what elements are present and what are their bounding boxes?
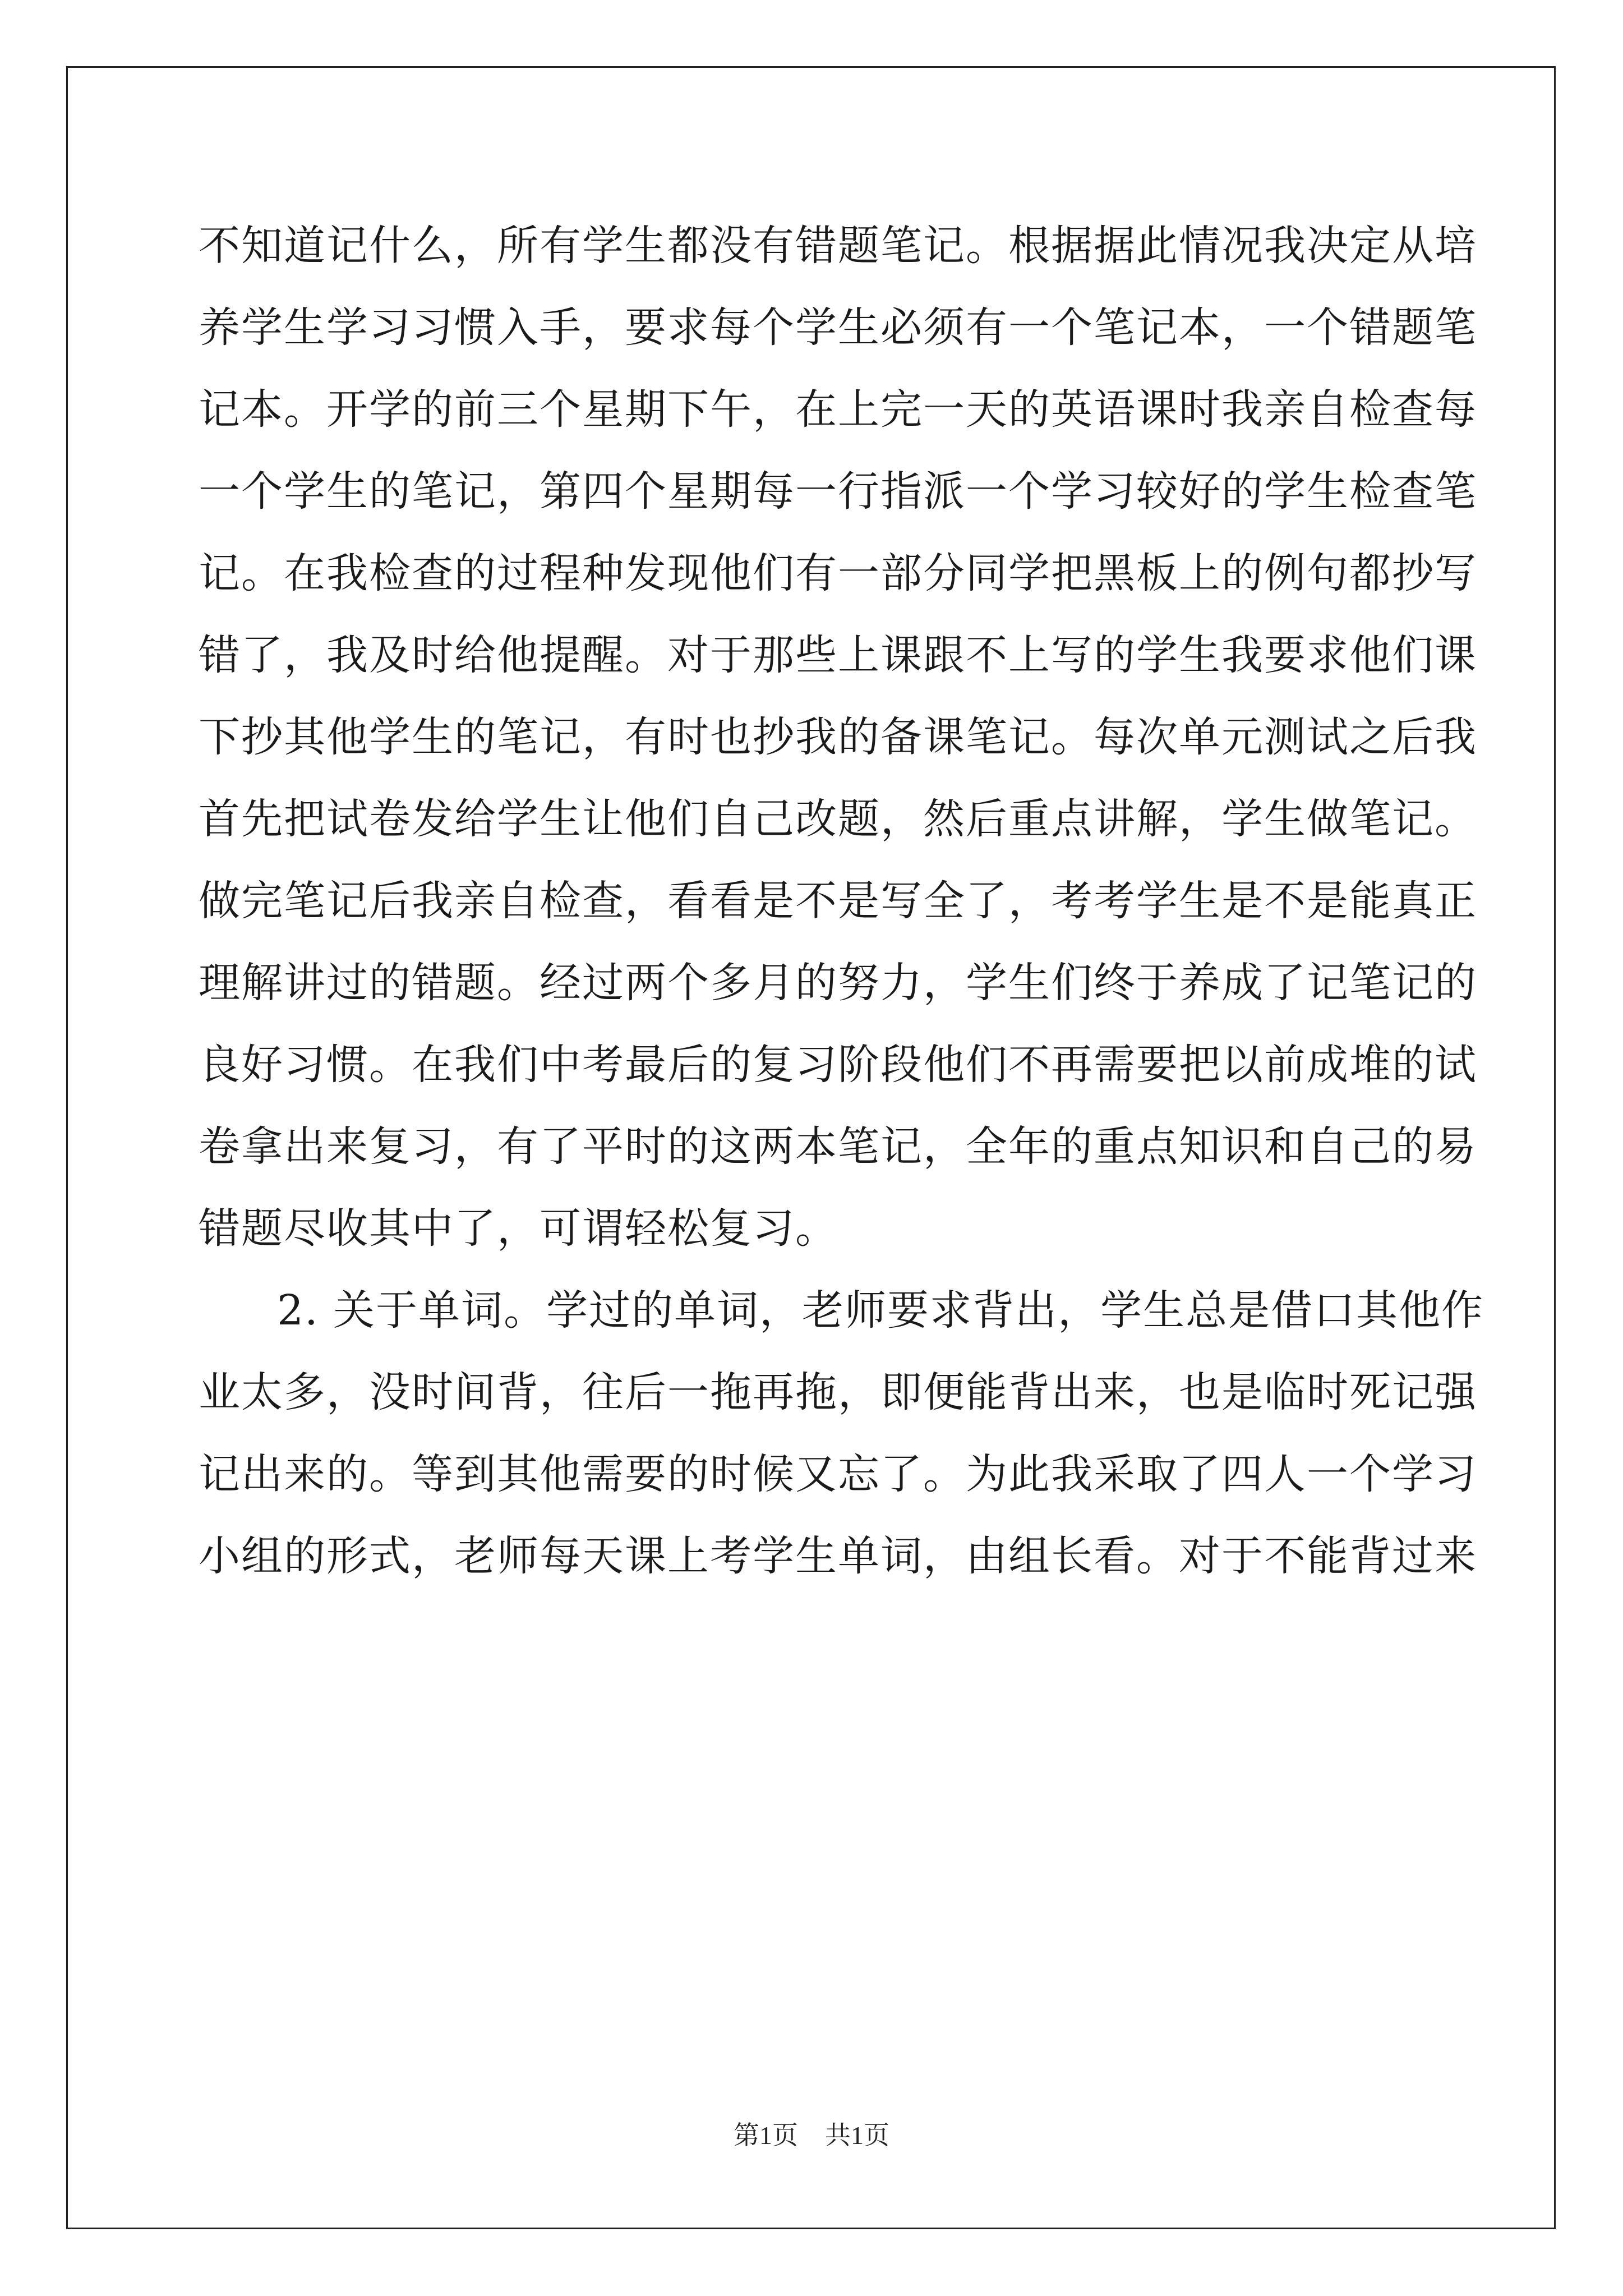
document-body	[199, 205, 1484, 1597]
total-pages: 共1页	[825, 2121, 889, 2150]
text-line: 理解讲过的错题。经过两个多月的努力，学生们终于养成了记笔记的	[199, 959, 1477, 1007]
page-number: 第1页	[734, 2121, 798, 2150]
text-line: 不知道记什么，所有学生都没有错题笔记。根据据此情况我决定从培	[199, 222, 1477, 270]
text-line: 一个学生的笔记，第四个星期每一行指派一个学习较好的学生检查笔	[199, 467, 1477, 516]
text-line: 小组的形式，老师每天课上考学生单词，由组长看。对于不能背过来	[199, 1532, 1477, 1580]
text-line: 卷拿出来复习，有了平时的这两本笔记，全年的重点知识和自己的易	[199, 1122, 1477, 1171]
text-line: 错了，我及时给他提醒。对于那些上课跟不上写的学生我要求他们课	[199, 631, 1477, 679]
text-line: 做完笔记后我亲自检查，看看是不是写全了，考考学生是不是能真正	[199, 877, 1477, 925]
text-line: 错题尽收其中了，可谓轻松复习。	[199, 1204, 838, 1253]
text-line: 良好习惯。在我们中考最后的复习阶段他们不再需要把以前成堆的试	[199, 1041, 1477, 1089]
text-line: 记本。开学的前三个星期下午，在上完一天的英语课时我亲自检查每	[199, 385, 1477, 434]
page-footer	[0, 2115, 1623, 2152]
text-line: 养学生学习习惯入手，要求每个学生必须有一个笔记本，一个错题笔	[199, 303, 1477, 352]
text-line: 下抄其他学生的笔记，有时也抄我的备课笔记。每次单元测试之后我	[199, 713, 1477, 761]
text-line: 业太多，没时间背，往后一拖再拖，即便能背出来，也是临时死记强	[199, 1368, 1477, 1416]
text-line: 记。在我检查的过程种发现他们有一部分同学把黑板上的例句都抄写	[199, 549, 1477, 597]
text-line: 首先把试卷发给学生让他们自己改题，然后重点讲解，学生做笔记。	[199, 795, 1477, 843]
text-line: 记出来的。等到其他需要的时候又忘了。为此我采取了四人一个学习	[199, 1450, 1477, 1498]
text-line: 2. 关于单词。学过的单词，老师要求背出，学生总是借口其他作	[277, 1286, 1484, 1335]
